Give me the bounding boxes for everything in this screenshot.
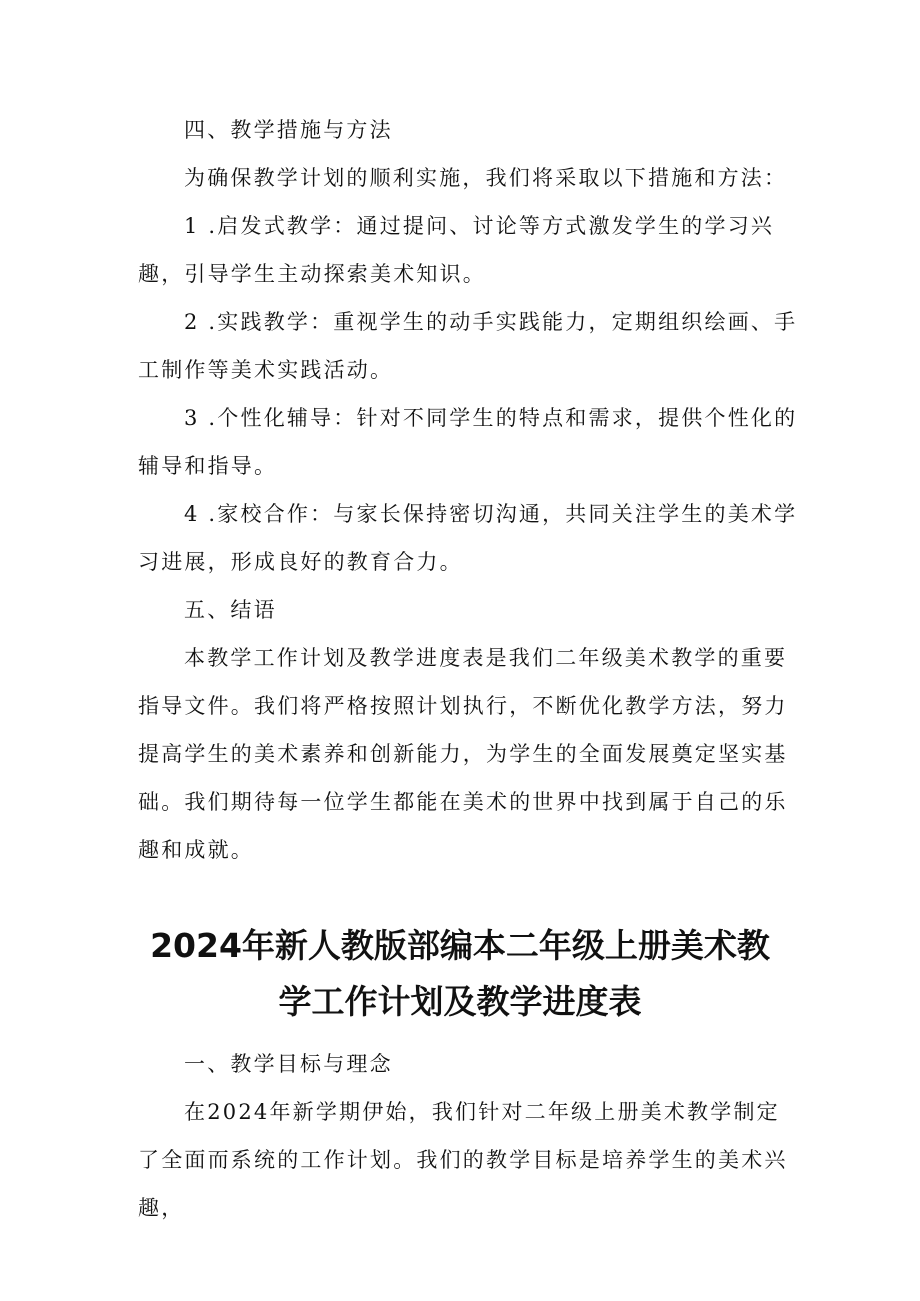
section4-item-1: 1 .启发式教学：通过提问、讨论等方式激发学生的学习兴趣，引导学生主动探索美术知识。 — [138, 214, 775, 286]
section5-heading: 五、结语 — [184, 598, 277, 622]
section4-item-4: 4 .家校合作：与家长保持密切沟通，共同关注学生的美术学习进展，形成良好的教育合力。 — [138, 502, 798, 574]
section1-paragraph: 在2024年新学期伊始，我们针对二年级上册美术教学制定了全面而系统的工作计划。我们的教学目标是培养学生的美术兴趣， — [138, 1100, 788, 1220]
section4-item-2: 2 .实践教学：重视学生的动手实践能力，定期组织绘画、手工制作等美术实践活动。 — [138, 310, 798, 382]
section1-heading: 一、教学目标与理念 — [184, 1052, 393, 1076]
section4-intro: 为确保教学计划的顺利实施，我们将采取以下措施和方法： — [184, 166, 788, 190]
section4-heading: 四、教学措施与方法 — [184, 118, 393, 142]
section4-item-3: 3 .个性化辅导：针对不同学生的特点和需求，提供个性化的辅导和指导。 — [138, 406, 798, 478]
document-title-line-2: 学工作计划及教学进度表 — [278, 982, 642, 1021]
document-title-line-1: 2024年新人教版部编本二年级上册美术教 — [150, 926, 770, 965]
section5-paragraph: 本教学工作计划及教学进度表是我们二年级美术教学的重要指导文件。我们将严格按照计划执行，不断优化教学方法，努力提高学生的美术素养和创新能力，为学生的全面发展奠定坚实基础。我们期待每一位学生都能在美术的世界中找到属于自己的乐趣和成就。 — [138, 646, 788, 862]
